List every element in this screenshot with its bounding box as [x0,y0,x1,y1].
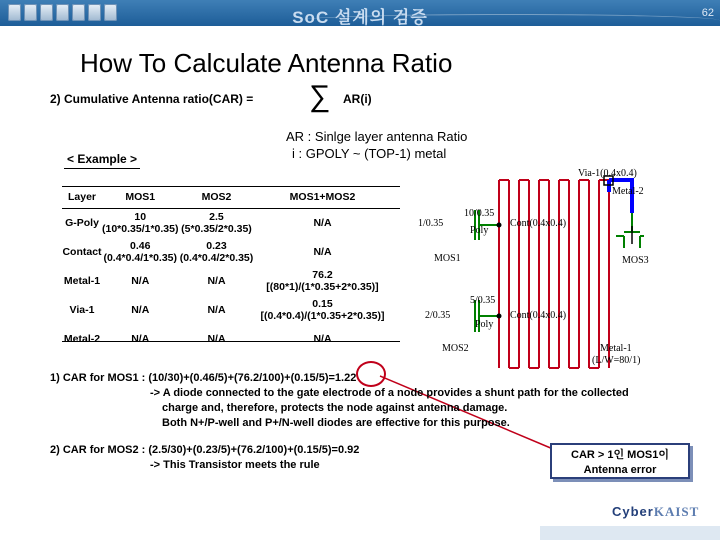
sum-cell: 76.2 [(80*1)/(1*0.35+2*0.35)] [266,268,379,293]
page-title: How To Calculate Antenna Ratio [80,48,453,78]
note-mos2-formula: 2) CAR for MOS2 : (2.5/30)+(0.23/5)+(76.2/100)+(0.15/5)=0.92 [50,444,360,456]
note-mos2 [50,443,359,473]
note-mos1-explain-2: charge and, therefore, protects the node against antenna damage. [162,402,508,414]
mos2-cell: N/A [207,332,226,345]
metal1-dimension: (L/W=80/1) [592,355,641,366]
note-mos1 [50,371,629,431]
mos2-contact [497,314,502,319]
note-mos1-explain-1: -> A diode connected to the gate electrode of a node provides a shunt path for the collected [150,387,629,399]
logo-swoosh [540,526,720,540]
note-mos1-formula: 1) CAR for MOS1 : (10/30)+(0.46/5)+(76.2/100)+(0.15/5)=1.22 [50,372,357,384]
note-mos1-explain-3: Both N+/P-well and P+/N-well diodes are effective for this purpose. [162,417,510,429]
mos3-label: MOS3 [622,255,649,266]
ar-definition-line2: i : GPOLY ~ (TOP-1) metal [292,146,447,161]
mos1-left-ratio: 1/0.35 [418,218,444,229]
antenna-error-callout [550,443,690,479]
mos2-cell: N/A [207,303,226,316]
layer-cell: Metal-2 [63,332,101,345]
sum-cell: N/A [313,245,332,258]
layer-cell: Via-1 [69,303,95,316]
mos1-cell: N/A [131,274,150,287]
cyber-kaist-logo [612,504,699,520]
car-formula-label: 2) Cumulative Antenna ratio(CAR) = [50,92,254,106]
mos2-cell: N/A [207,274,226,287]
layer-cell: G-Poly [65,216,99,229]
sum-cell: N/A [313,216,332,229]
mos1-contact [497,223,502,228]
note-mos2-explain: -> This Transistor meets the rule [150,459,320,471]
callout-line1: CAR > 1인 MOS1이 [571,449,669,461]
mos2-ratio: 5/0.35 [470,295,496,306]
example-label: < Example > [64,152,140,169]
page-number: 62 [701,7,714,19]
mos1-cell: 10 (10*0.35/1*0.35) [102,210,179,235]
result-highlight-circle [356,361,386,387]
via1-label: Via-1(0.4x0.4) [578,168,637,179]
mos1-label: MOS1 [434,253,461,264]
mos1-poly-label: Poly [470,225,489,236]
mos2-label: MOS2 [442,343,469,354]
mos1-cell: N/A [131,303,150,316]
layer-cell: Contact [62,245,102,258]
mos2-left-ratio: 2/0.35 [425,310,451,321]
ar-definition-line1: AR : Sinlge layer antenna Ratio [286,129,468,144]
metal1-meander [509,180,609,368]
logo-part1: Cyber [612,504,654,519]
mos2-contact-label: Cont(0.4x0.4) [510,310,567,321]
mos2-cell: 0.23 (0.4*0.4/2*0.35) [179,239,254,264]
callout-line2: Antenna error [583,464,657,476]
logo-part2: KAIST [653,504,700,519]
mos1-contact-label: Cont(0.4x0.4) [510,218,567,229]
mos1-ratio: 10/0.35 [464,208,495,219]
sum-cell: 0.15 [(0.4*0.4)/(1*0.35+2*0.35)] [260,297,385,322]
mos1-cell: 0.46 (0.4*0.4/1*0.35) [103,239,178,264]
mos2-cell: 2.5 (5*0.35/2*0.35) [181,210,252,235]
col-header-mos1: MOS1 [125,191,156,203]
col-header-layer: Layer [67,191,97,203]
metal1-label: Metal-1 [600,343,632,354]
sum-cell: N/A [313,332,332,345]
mos1-cell: N/A [131,332,150,345]
header-title: SoC 설계의 검증 [292,8,428,27]
mos2-poly-label: Poly [475,319,494,330]
col-header-sum: MOS1+MOS2 [289,191,356,203]
mos3-gate [616,213,644,248]
layer-cell: Metal-1 [63,274,101,287]
sigma-symbol: ∑ [309,80,331,113]
car-formula-rhs: AR(i) [343,92,372,106]
metal2-label: Metal-2 [612,186,644,197]
col-header-mos2: MOS2 [201,191,232,203]
